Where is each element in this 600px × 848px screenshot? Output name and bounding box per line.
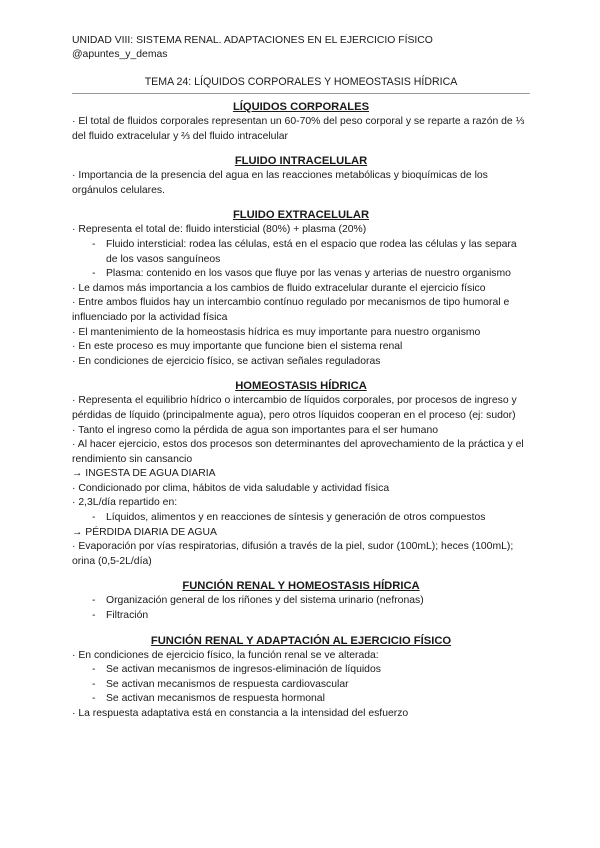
author-handle: @apuntes_y_demas [72,49,168,60]
dash-list [72,238,530,282]
section-title-intracelular: FLUIDO INTRACELULAR [234,155,368,168]
paragraph: · Importancia de la presencia del agua en las reacciones metabólicas y bioquímicas de los orgánulos celulares. [72,170,488,196]
paragraph: · El total de fluidos corporales representan un 60-70% del peso corporal y se reparte a razón de ⅓ del fluido extracelular y ⅔ del fluido intracelular [72,116,525,142]
dash-list [72,594,530,623]
unit-header: UNIDAD VIII: SISTEMA RENAL. ADAPTACIONES EN EL EJERCICIO FÍSICO [72,35,433,46]
section-title-adaptacion: FUNCIÓN RENAL Y ADAPTACIÓN AL EJERCICIO FÍSICO [150,634,452,647]
paragraph: · 2,3L/día repartido en: [72,497,178,509]
paragraph: · Al hacer ejercicio, estos dos procesos son determinantes del aprovechamiento de la práctica y el rendimiento sin cansancio [72,439,524,465]
header-divider [72,93,530,94]
list-item: - Líquidos, alimentos y en reacciones de síntesis y generación de otros compuestos [92,511,530,526]
list-item: - Fluido intersticial: rodea las células, está en el espacio que rodea las células y las separa de los vasos sanguíneos [92,238,530,267]
paragraph: · Condicionado por clima, hábitos de vida saludable y actividad física [72,482,390,494]
list-item: - Plasma: contenido en los vasos que fluye por las venas y arterias de nuestro organismo [92,267,530,282]
paragraph: · La respuesta adaptativa está en constancia a la intensidad del esfuerzo [72,708,409,719]
paragraph: · Le damos más importancia a los cambios de fluido extracelular durante el ejercicio físico [72,282,486,294]
paragraph: · Representa el equilibrio hídrico o intercambio de líquidos corporales, por procesos de ingreso y pérdidas de líquido (principalmente agua), pero otros líquidos cooperan en el proceso (ej: sudor) [72,395,517,421]
section-title-liquidos: LÍQUIDOS CORPORALES [232,101,370,113]
section-title-extracelular: FLUIDO EXTRACELULAR [232,209,370,222]
list-item: - Se activan mecanismos de ingresos-eliminación de líquidos [92,663,530,678]
list-item: - Se activan mecanismos de respuesta hormonal [92,692,530,707]
paragraph: · Evaporación por vías respiratorias, difusión a través de la piel, sudor (100mL); heces (100mL); orina (0,5-2L/día) [72,541,514,567]
paragraph: · En condiciones de ejercicio físico, la función renal se ve alterada: [72,649,379,661]
paragraph: · Entre ambos fluidos hay un intercambio contínuo regulado por mecanismos de tipo humoral e influenciado por la actividad física [72,297,510,323]
dash-list [72,663,530,707]
list-item: - Se activan mecanismos de respuesta cardiovascular [92,678,530,693]
topic-title: TEMA 24: LÍQUIDOS CORPORALES Y HOMEOSTASIS HÍDRICA [144,76,458,88]
list-item: - Organización general de los riñones y del sistema urinario (nefronas) [92,594,530,609]
paragraph: · El mantenimiento de la homeostasis hídrica es muy importante para nuestro organismo [72,326,481,338]
paragraph: · En este proceso es muy importante que funcione bien el sistema renal [72,341,403,353]
paragraph: · Representa el total de: fluido intersticial (80%) + plasma (20%) [72,224,367,236]
paragraph: · En condiciones de ejercicio físico, se activan señales reguladoras [72,355,381,367]
section-title-homeostasis: HOMEOSTASIS HÍDRICA [235,380,367,393]
subheading-ingesta: → INGESTA DE AGUA DIARIA [72,468,216,480]
dash-list [72,511,530,526]
section-title-renal: FUNCIÓN RENAL Y HOMEOSTASIS HÍDRICA [182,580,420,593]
paragraph: · Tanto el ingreso como la pérdida de agua son importantes para el ser humano [72,424,439,436]
list-item: - Filtración [92,609,530,624]
subheading-perdida: → PÉRDIDA DIARIA DE AGUA [72,526,217,538]
